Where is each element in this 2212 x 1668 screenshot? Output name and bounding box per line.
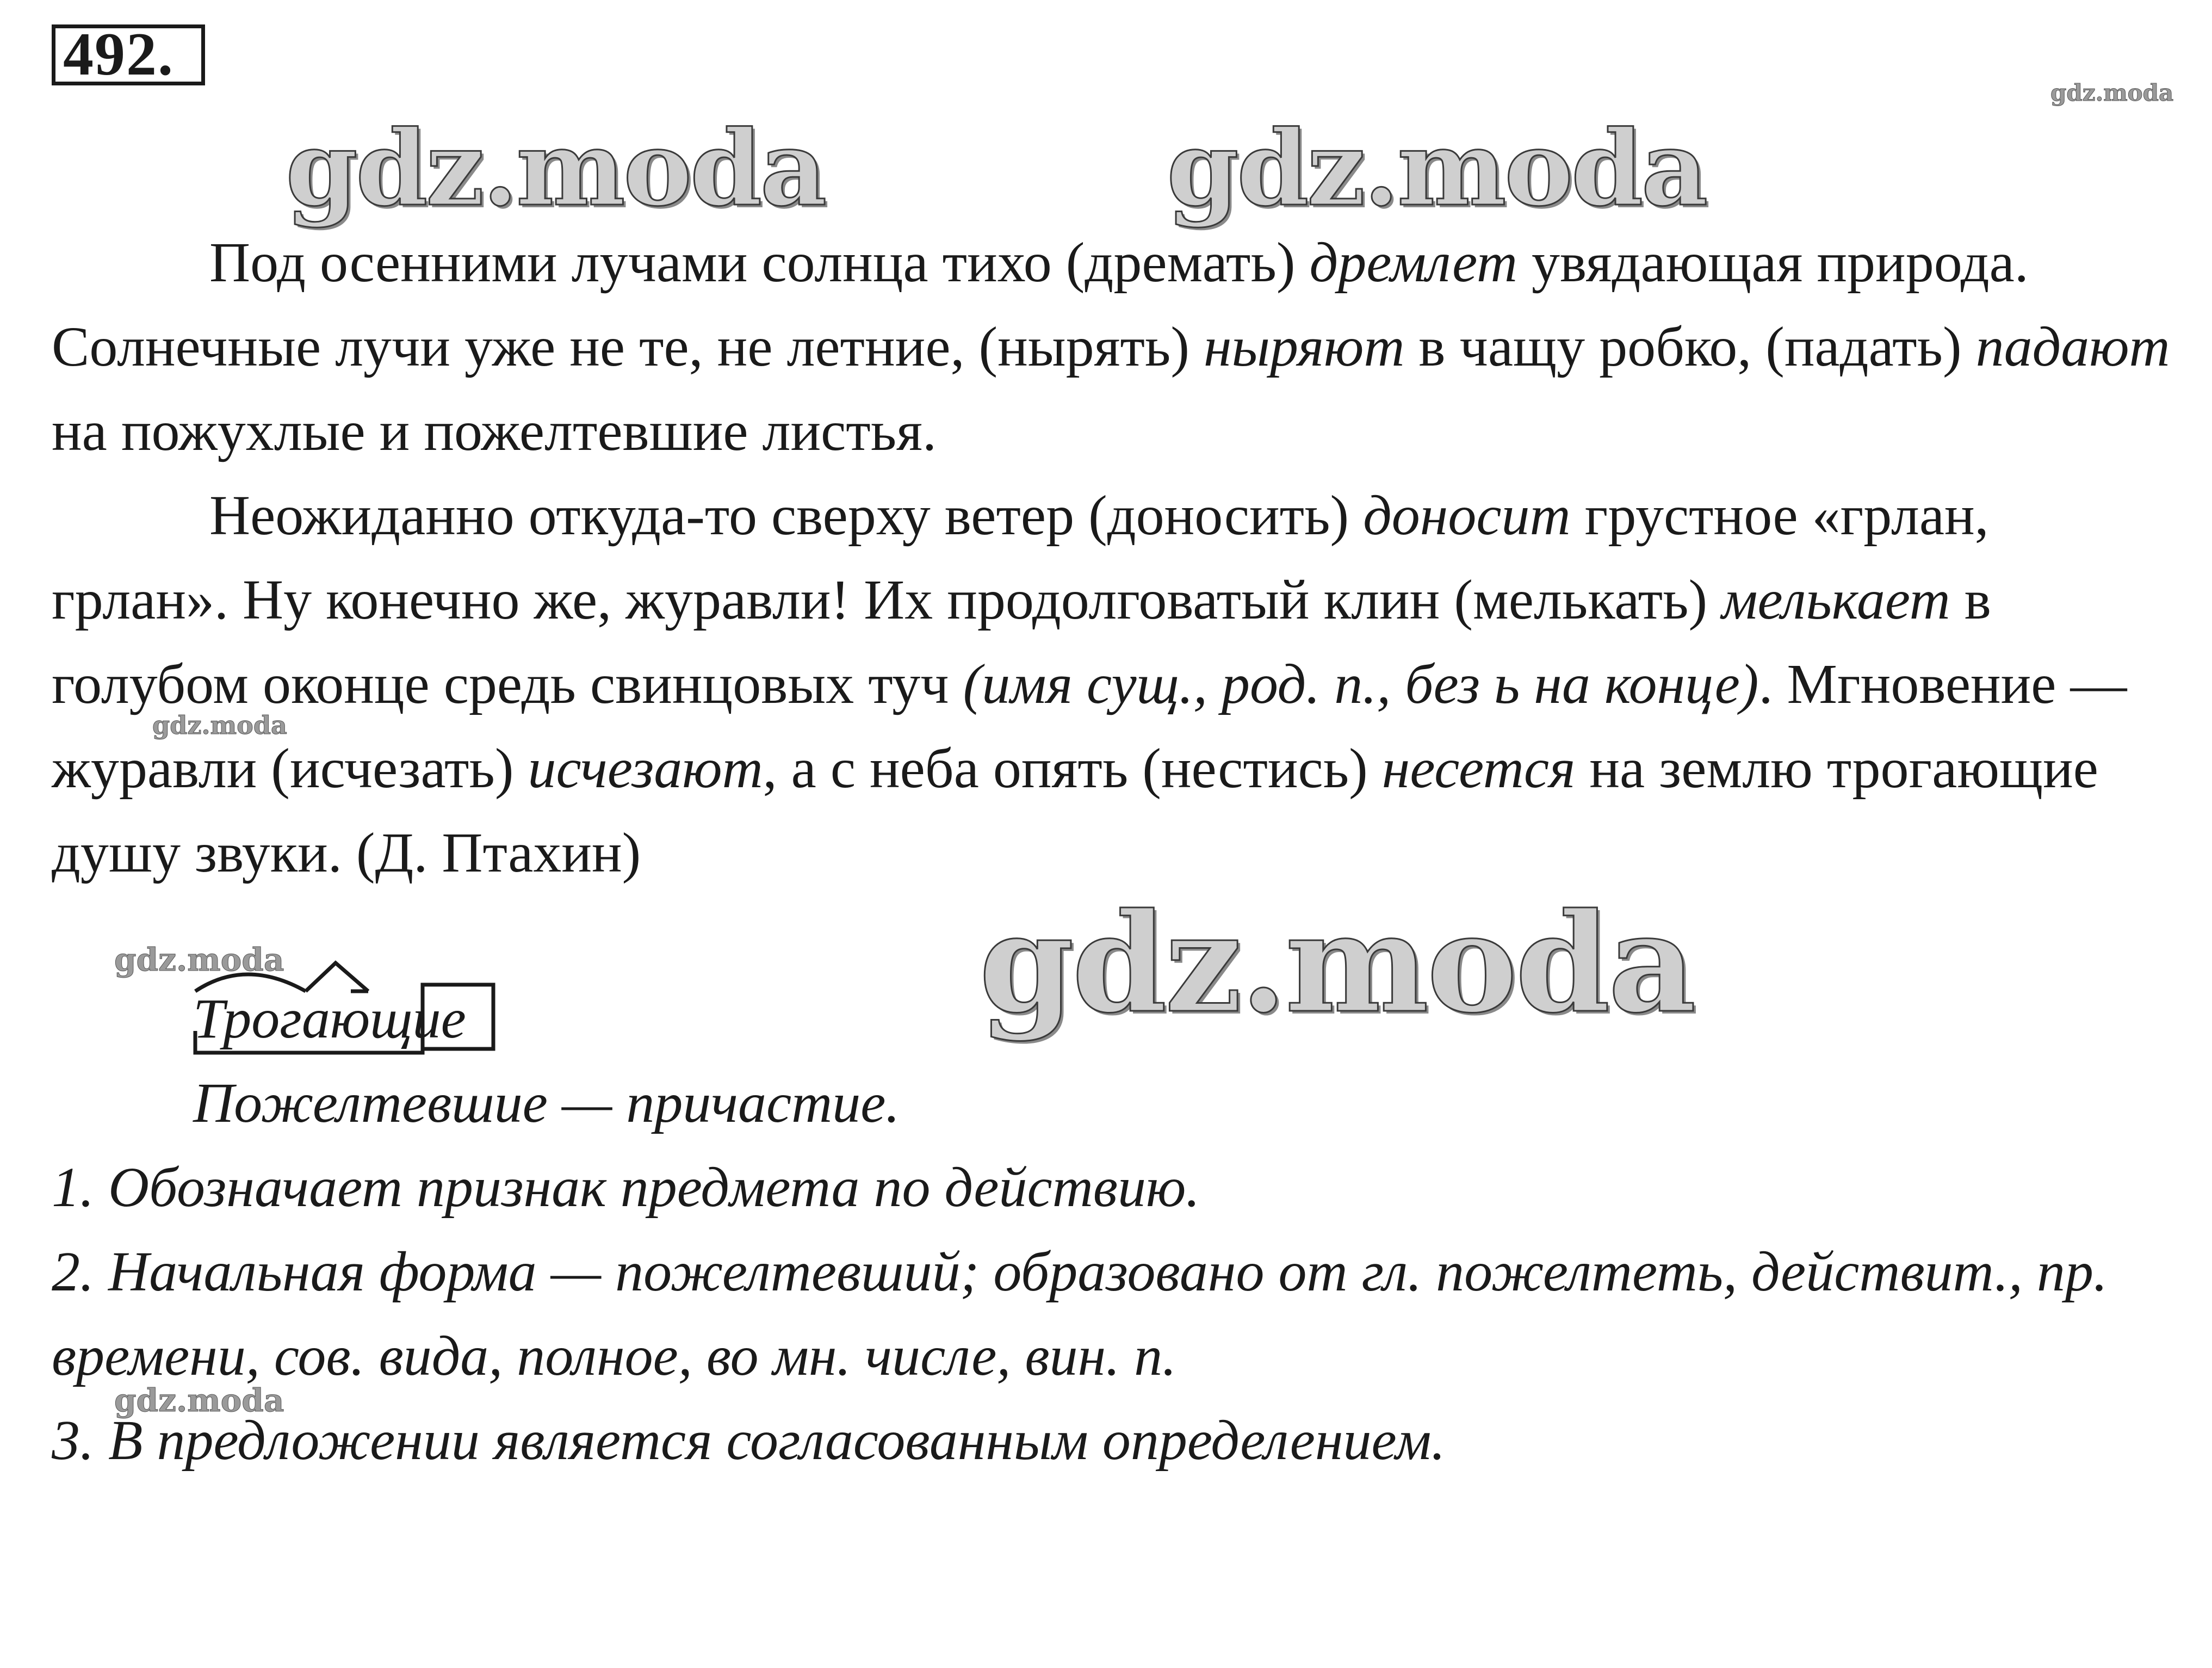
watermark-logo: gdz.moda [1167,108,1706,229]
inserted-verb: падают [1975,316,2170,378]
analysis-line-1: Пожелтевшие — причастие. [193,1072,900,1134]
exercise-number: 492. [52,24,205,85]
inserted-verb: несется [1381,737,1576,800]
paragraph-1: Под осенними лучами солнца тихо (дремать) дремлет увядающая природа. Солнечные лучи уже не те, не летние, (нырять) ныряют в чащу робко, (падать) падают на пожухлые и пожелтевшие листья. [52,231,2170,462]
paragraph-2: Неожиданно откуда-то сверху ветер (доносить) доносит грустное «грлан, грлан». Ну конечно же, журавли! Их продолговатый клин (мелькать) мелькает в голубом оконце средь свинцовых туч (имя сущ., род. п., без ь на конце). Мгновение — журавли (исчезать) исчезают, а с неба опять (нестись) несется на землю трогающие душу звуки. (Д. Птахин) [52,484,2127,884]
inserted-verb: дремлет [1309,231,1517,294]
analysis-line-4: 3. В предложении является согласованным определением. [52,1409,1446,1472]
inserted-verb: мелькает [1721,569,1950,631]
morphological-analysis [52,977,2173,1482]
watermark-logo: gdz.moda [114,1382,284,1419]
analysis-line-2: 1. Обозначает признак предмета по действию. [52,1156,1200,1219]
watermark-logo: gdz.moda [286,108,825,229]
watermark-logo: gdz.moda [2050,79,2174,106]
exercise-text [52,220,2173,895]
watermark-logo: gdz.moda [114,941,284,978]
inserted-verb: исчезают [528,737,763,800]
grammar-note: (имя сущ., род. п., без ь на конце) [963,653,1759,715]
watermark-logo: gdz.moda [152,711,287,740]
inserted-verb: ныряют [1203,316,1405,378]
inserted-verb: доносит [1363,484,1571,547]
analysis-line-3: 2. Начальная форма — пожелтевший; образовано от гл. пожелтеть, действит., пр. времени, сов. вида, полное, во мн. числе, вин. п. [52,1240,2108,1387]
morpheme-marks-icon [189,952,504,1061]
morpheme-parse [52,977,2173,1061]
watermark-logo: gdz.moda [979,883,1694,1043]
morpheme-word: Трогающие [193,977,466,1061]
